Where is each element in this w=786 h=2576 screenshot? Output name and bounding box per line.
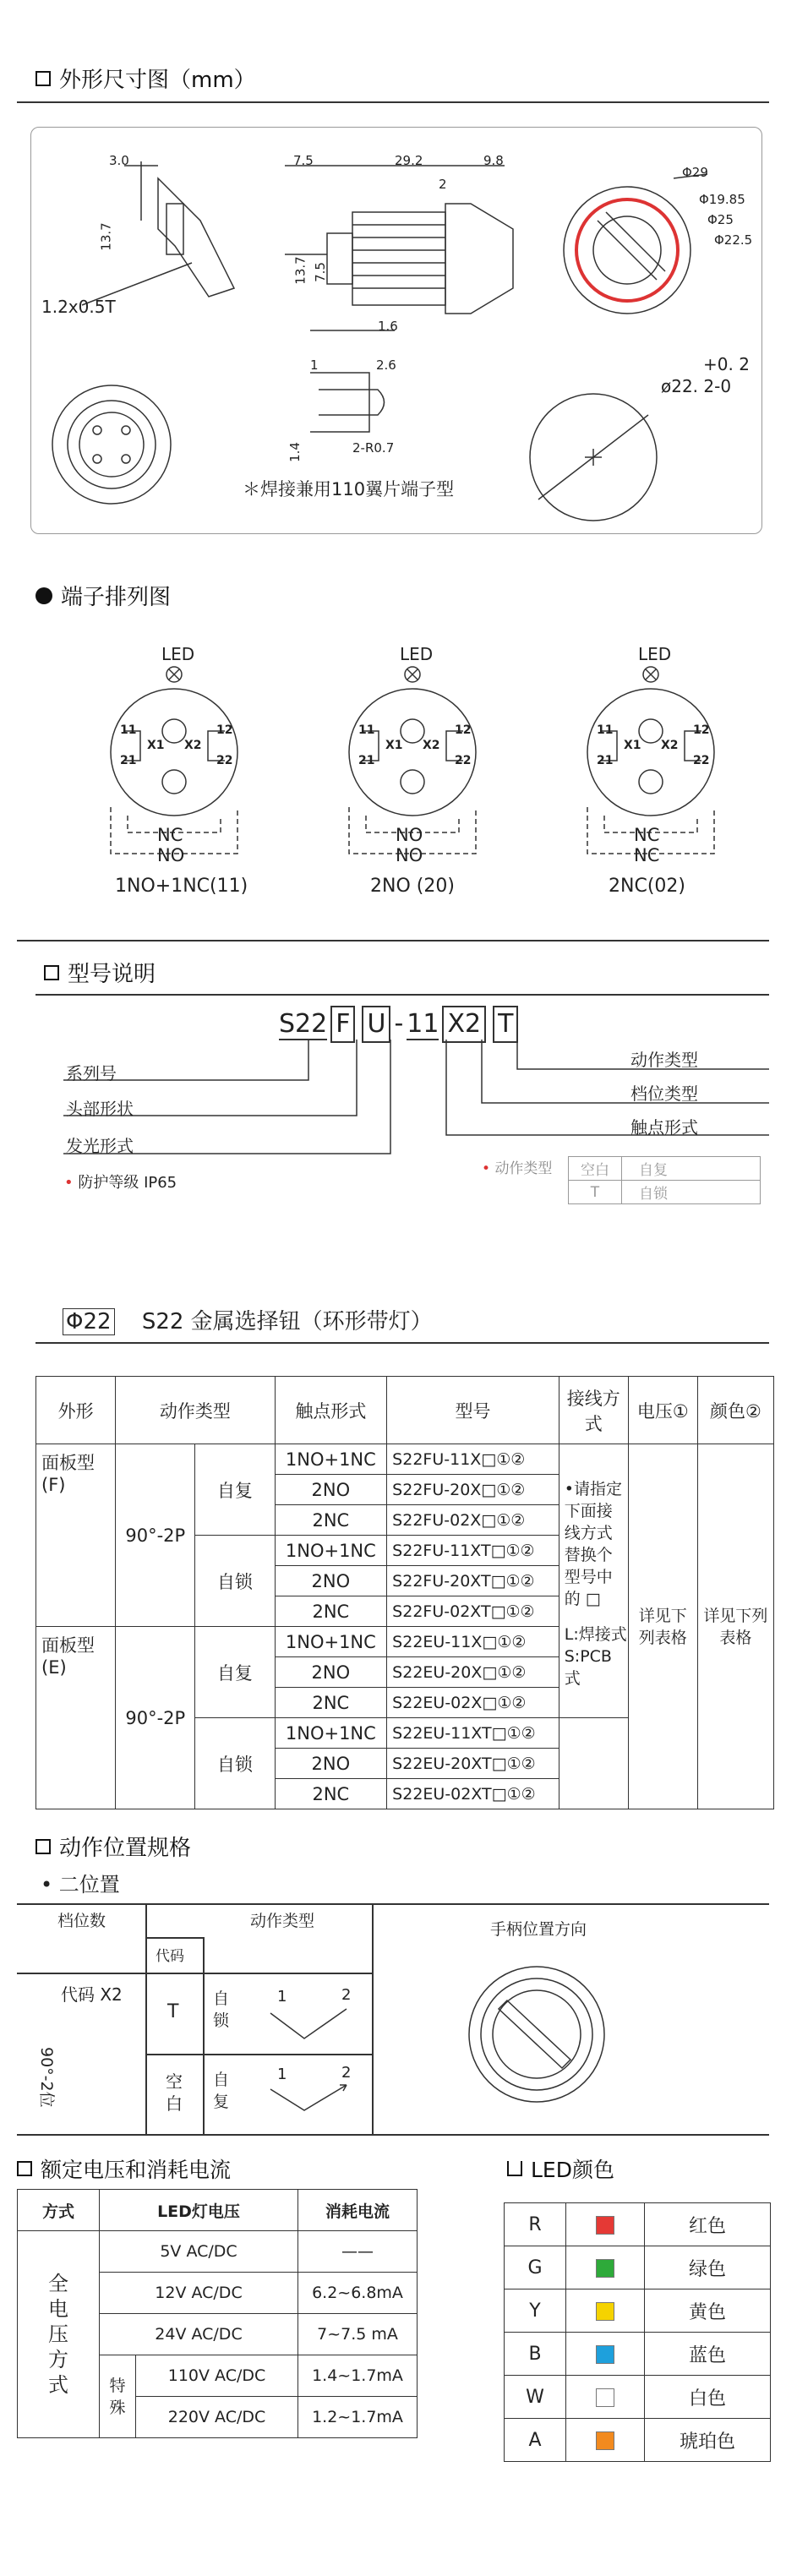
led-code: Y bbox=[505, 2289, 566, 2333]
wiring-note bbox=[559, 1444, 628, 1718]
model-light-code: U bbox=[362, 1006, 390, 1043]
led-code: B bbox=[505, 2333, 566, 2376]
led-color-row bbox=[505, 2289, 771, 2333]
dim-3-0: 3.0 bbox=[109, 153, 129, 168]
spec-model: S22EU-11XT□①② bbox=[387, 1718, 559, 1749]
square-bullet-icon bbox=[507, 2161, 522, 2176]
voltage-mode bbox=[18, 2231, 100, 2438]
square-bullet-icon bbox=[44, 965, 59, 980]
voltage-mode-text: 全电压方式 bbox=[48, 2272, 68, 2397]
led-label: LED bbox=[638, 644, 672, 664]
spec-contact: 2NO bbox=[275, 1657, 387, 1688]
led-color-name: 白色 bbox=[645, 2376, 771, 2419]
led-code: G bbox=[505, 2246, 566, 2289]
color-swatch bbox=[596, 2216, 614, 2235]
spec-model: S22FU-20X□①② bbox=[387, 1475, 559, 1505]
color-swatch bbox=[596, 2431, 614, 2450]
label-ip65 bbox=[64, 1171, 177, 1192]
label-head-shape: 头部形状 bbox=[66, 1099, 134, 1119]
voltage-title bbox=[17, 2153, 231, 2184]
square-bullet-icon bbox=[17, 2161, 32, 2176]
model-title bbox=[44, 957, 156, 988]
spec-contact: 2NC bbox=[275, 1688, 387, 1718]
voltage-see-table bbox=[628, 1444, 697, 1809]
spec-action: 自复 bbox=[195, 1627, 275, 1718]
section-label: 端子排列图 bbox=[61, 585, 172, 610]
terminal-diagram-2no bbox=[303, 634, 505, 913]
terminal-caption: 2NO (20) bbox=[370, 876, 455, 897]
spec-model: S22EU-02XT□①② bbox=[387, 1779, 559, 1809]
model-position-code: X2 bbox=[442, 1006, 486, 1043]
handle-direction-icon bbox=[465, 1962, 609, 2106]
led-code: R bbox=[505, 2203, 566, 2246]
spec-model: S22EU-11X□①② bbox=[387, 1627, 559, 1657]
pin-11: 11 bbox=[358, 723, 375, 737]
spec-action: 自复 bbox=[195, 1444, 275, 1536]
pin-12: 12 bbox=[455, 723, 472, 737]
dim-1-2x0-5t: 1.2x0.5T bbox=[41, 297, 116, 317]
model-code bbox=[279, 1006, 521, 1043]
label-action-type: 动作类型 bbox=[630, 1050, 698, 1070]
spec-model: S22EU-02X□①② bbox=[387, 1688, 559, 1718]
mini-text: 自复 bbox=[622, 1157, 761, 1181]
code-t: T bbox=[167, 2001, 179, 2022]
label-position-type: 档位类型 bbox=[630, 1083, 698, 1104]
color-swatch bbox=[596, 2345, 614, 2364]
pos-2: 2 bbox=[341, 2064, 352, 2082]
section-label: LED颜色 bbox=[531, 2158, 614, 2182]
spec-contact: 1NO+1NC bbox=[275, 1536, 387, 1566]
pin-12: 12 bbox=[693, 723, 710, 737]
see-table-text: 详见下列表格 bbox=[703, 1606, 768, 1647]
led-color-row bbox=[505, 2333, 771, 2376]
spec-contact: 2NO bbox=[275, 1566, 387, 1596]
pin-11: 11 bbox=[120, 723, 137, 737]
divider bbox=[145, 1937, 203, 1939]
pos-2: 2 bbox=[341, 1986, 352, 2004]
pin-x1: X1 bbox=[385, 739, 403, 752]
pin-11: 11 bbox=[597, 723, 614, 737]
model-dash: - bbox=[394, 1008, 404, 1039]
pin-21: 21 bbox=[358, 754, 375, 767]
current-value: 7~7.5 mA bbox=[298, 2314, 418, 2355]
dim-13-7: 13.7 bbox=[98, 222, 114, 251]
spec-contact: 1NO+1NC bbox=[275, 1718, 387, 1749]
led-color-title bbox=[507, 2153, 614, 2184]
mini-text: 自锁 bbox=[622, 1181, 761, 1204]
terminal-note: ＊焊接兼用110翼片端子型 bbox=[243, 479, 455, 499]
dim-29-2: 29.2 bbox=[395, 153, 423, 168]
spec-header: 动作类型 bbox=[116, 1377, 275, 1444]
led-swatch-cell bbox=[566, 2246, 645, 2289]
voltage-value: 5V AC/DC bbox=[100, 2231, 298, 2273]
red-bullet-icon: • bbox=[482, 1160, 495, 1177]
spec-model: S22FU-20XT□①② bbox=[387, 1566, 559, 1596]
spec-model: S22EU-20X□①② bbox=[387, 1657, 559, 1688]
divider bbox=[17, 2134, 769, 2136]
position-angle: 90°-2位 bbox=[37, 2047, 56, 2108]
spec-header: 型号 bbox=[387, 1377, 559, 1444]
led-color-name: 蓝色 bbox=[645, 2333, 771, 2376]
pin-22: 22 bbox=[216, 754, 233, 767]
spec-table bbox=[35, 1376, 774, 1809]
dimensions-title bbox=[35, 63, 256, 94]
led-swatch-cell bbox=[566, 2419, 645, 2462]
label-series: 系列号 bbox=[66, 1063, 117, 1083]
divider bbox=[17, 1903, 769, 1905]
label-contact-type: 触点形式 bbox=[630, 1117, 698, 1138]
dim-2: 2 bbox=[439, 177, 447, 192]
divider bbox=[17, 940, 769, 941]
pin-22: 22 bbox=[693, 754, 710, 767]
cutout-diameter: ø22. 2-0 bbox=[661, 376, 732, 396]
product-title bbox=[63, 1304, 433, 1335]
divider bbox=[372, 1903, 374, 2136]
section-label: 额定电压和消耗电流 bbox=[41, 2158, 232, 2182]
voltage-value: 24V AC/DC bbox=[100, 2314, 298, 2355]
spec-model: S22FU-02XT□①② bbox=[387, 1596, 559, 1627]
spec-model: S22FU-02X□①② bbox=[387, 1505, 559, 1536]
led-swatch-cell bbox=[566, 2333, 645, 2376]
square-bullet-icon bbox=[35, 71, 51, 86]
special-text: 特殊 bbox=[109, 2376, 126, 2417]
current-value: 1.4~1.7mA bbox=[298, 2355, 418, 2397]
dim-9-8: 9.8 bbox=[483, 153, 504, 168]
spec-contact: 2NC bbox=[275, 1779, 387, 1809]
section-label: 动作位置规格 bbox=[59, 1836, 192, 1861]
product-phi: Φ22 bbox=[63, 1308, 115, 1335]
special-cell bbox=[100, 2355, 136, 2438]
terminal-caption: 1NO+1NC(11) bbox=[115, 876, 248, 897]
voltage-value: 220V AC/DC bbox=[136, 2397, 298, 2438]
action-subtitle: • 二位置 bbox=[41, 1873, 120, 1897]
contact-label-nc-2: NC bbox=[634, 845, 660, 865]
dim-phi29: Φ29 bbox=[682, 165, 708, 180]
spec-shape: 面板型(E) bbox=[36, 1627, 116, 1809]
divider bbox=[203, 1937, 205, 2136]
divider bbox=[35, 994, 769, 996]
action-title bbox=[35, 1831, 191, 1862]
terminal-diagrams bbox=[30, 634, 761, 913]
pin-x1: X1 bbox=[624, 739, 641, 752]
see-table-text: 详见下列表格 bbox=[638, 1606, 687, 1647]
voltage-value: 110V AC/DC bbox=[136, 2355, 298, 2397]
dim-2-r0-7: 2-R0.7 bbox=[352, 440, 395, 456]
header-code: 代码 bbox=[156, 1948, 184, 1965]
spec-shape: 面板型(F) bbox=[36, 1444, 116, 1627]
wiring-codes-text: L:焊接式 S:PCB式 bbox=[564, 1625, 627, 1688]
dimension-drawing-panel bbox=[30, 127, 762, 534]
header-positions: 档位数 bbox=[57, 1912, 106, 1930]
led-color-name: 黄色 bbox=[645, 2289, 771, 2333]
voltage-header: LED灯电压 bbox=[100, 2190, 298, 2231]
spec-contact: 2NC bbox=[275, 1596, 387, 1627]
mini-code: T bbox=[569, 1181, 622, 1204]
divider bbox=[35, 1342, 769, 1344]
voltage-value: 12V AC/DC bbox=[100, 2273, 298, 2314]
contact-label-nc: NC bbox=[157, 825, 183, 845]
circle-bullet-icon bbox=[35, 587, 52, 604]
led-color-name: 琥珀色 bbox=[645, 2419, 771, 2462]
dim-phi22-5: Φ22.5 bbox=[714, 232, 753, 248]
led-color-name: 红色 bbox=[645, 2203, 771, 2246]
spec-model: S22EU-20XT□①② bbox=[387, 1749, 559, 1779]
pos-1: 1 bbox=[277, 1988, 287, 2006]
spec-contact: 2NO bbox=[275, 1475, 387, 1505]
label-light-type: 发光形式 bbox=[66, 1136, 134, 1156]
terminal-caption: 2NC(02) bbox=[609, 876, 685, 897]
terminal-diagram-2nc bbox=[541, 634, 744, 913]
voltage-table bbox=[17, 2189, 418, 2438]
model-head-code: F bbox=[330, 1006, 355, 1043]
wiring-empty bbox=[559, 1718, 628, 1809]
spec-header: 外形 bbox=[36, 1377, 116, 1444]
spec-action: 自锁 bbox=[195, 1718, 275, 1809]
pin-21: 21 bbox=[120, 754, 137, 767]
section-label: 外形尺寸图（mm） bbox=[59, 68, 256, 93]
spec-angle: 90°-2P bbox=[116, 1444, 195, 1627]
led-code: W bbox=[505, 2376, 566, 2419]
voltage-header: 方式 bbox=[18, 2190, 100, 2231]
product-name: S22 金属选择钮（环形带灯） bbox=[141, 1309, 433, 1334]
dim-phi25: Φ25 bbox=[707, 212, 734, 227]
pin-x1: X1 bbox=[147, 739, 165, 752]
spec-contact: 2NC bbox=[275, 1505, 387, 1536]
dim-1-6: 1.6 bbox=[378, 319, 398, 334]
contact-label-no-1: NO bbox=[396, 825, 423, 845]
model-series-code: S22 bbox=[279, 1008, 328, 1039]
pin-x2: X2 bbox=[184, 739, 202, 752]
led-color-row bbox=[505, 2246, 771, 2289]
contact-label-nc-1: NC bbox=[634, 825, 660, 845]
header-direction: 手柄位置方向 bbox=[490, 1920, 587, 1939]
spec-header: 电压① bbox=[628, 1377, 697, 1444]
spec-header: 颜色② bbox=[697, 1377, 773, 1444]
current-value: —— bbox=[298, 2231, 418, 2273]
dim-1-4: 1.4 bbox=[287, 442, 303, 462]
spec-model: S22FU-11XT□①② bbox=[387, 1536, 559, 1566]
led-label: LED bbox=[161, 644, 195, 664]
dim-1: 1 bbox=[310, 357, 319, 373]
header-action: 动作类型 bbox=[250, 1912, 315, 1930]
color-see-table bbox=[697, 1444, 773, 1809]
led-color-row bbox=[505, 2419, 771, 2462]
mini-label: 动作类型 bbox=[494, 1160, 553, 1177]
dim-7-5-b: 7.5 bbox=[312, 262, 328, 282]
red-bullet-icon: • bbox=[64, 1174, 79, 1192]
spec-contact: 1NO+1NC bbox=[275, 1444, 387, 1475]
color-swatch bbox=[596, 2388, 614, 2407]
led-swatch-cell bbox=[566, 2289, 645, 2333]
led-color-table bbox=[504, 2202, 771, 2462]
dim-phi19-85: Φ19.85 bbox=[699, 192, 745, 207]
current-value: 1.2~1.7mA bbox=[298, 2397, 418, 2438]
spec-contact: 2NO bbox=[275, 1749, 387, 1779]
model-contact-code: 11 bbox=[407, 1008, 439, 1039]
spec-angle: 90°-2P bbox=[116, 1627, 195, 1809]
type-self-lock: 自锁 bbox=[213, 1989, 230, 2030]
wiring-note-text: •请指定下面接线方式替换个型号中的 □ bbox=[564, 1480, 622, 1608]
pos-1: 1 bbox=[277, 2066, 287, 2083]
section-label: 型号说明 bbox=[68, 962, 156, 987]
led-swatch-cell bbox=[566, 2203, 645, 2246]
pin-12: 12 bbox=[216, 723, 233, 737]
led-color-name: 绿色 bbox=[645, 2246, 771, 2289]
action-table bbox=[17, 1903, 769, 2136]
voltage-header: 消耗电流 bbox=[298, 2190, 418, 2231]
spec-contact: 1NO+1NC bbox=[275, 1627, 387, 1657]
divider bbox=[17, 1973, 372, 1974]
dim-2-6: 2.6 bbox=[376, 357, 396, 373]
dim-7-5: 7.5 bbox=[293, 153, 314, 168]
mini-code: 空白 bbox=[569, 1157, 622, 1181]
spec-action: 自锁 bbox=[195, 1536, 275, 1627]
pin-x2: X2 bbox=[423, 739, 440, 752]
dim-13-7-b: 13.7 bbox=[292, 256, 308, 285]
led-swatch-cell bbox=[566, 2376, 645, 2419]
spec-model: S22FU-11X□①② bbox=[387, 1444, 559, 1475]
led-label: LED bbox=[400, 644, 434, 664]
cutout-tolerance: +0. 2 bbox=[703, 354, 750, 374]
color-swatch bbox=[596, 2259, 614, 2278]
led-color-row bbox=[505, 2203, 771, 2246]
led-color-row bbox=[505, 2376, 771, 2419]
contact-label-no-2: NO bbox=[396, 845, 423, 865]
current-value: 6.2~6.8mA bbox=[298, 2273, 418, 2314]
spec-header: 触点形式 bbox=[275, 1377, 387, 1444]
pin-x2: X2 bbox=[661, 739, 679, 752]
code-blank: 空白 bbox=[166, 2071, 183, 2114]
pin-21: 21 bbox=[597, 754, 614, 767]
spec-header: 接线方式 bbox=[559, 1377, 628, 1444]
contact-label-no: NO bbox=[157, 845, 185, 865]
divider bbox=[17, 101, 769, 103]
square-bullet-icon bbox=[35, 1839, 51, 1854]
terminal-diagram-1no1nc bbox=[64, 634, 267, 913]
color-swatch bbox=[596, 2302, 614, 2321]
type-self-reset: 自复 bbox=[213, 2071, 230, 2111]
led-code: A bbox=[505, 2419, 566, 2462]
action-type-mini bbox=[482, 1156, 552, 1177]
pin-22: 22 bbox=[455, 754, 472, 767]
terminal-title bbox=[35, 580, 171, 611]
action-type-mini-table bbox=[568, 1156, 761, 1204]
position-code: 代码 X2 bbox=[61, 1984, 123, 2005]
model-action-code: T bbox=[493, 1006, 518, 1043]
ip-text: 防护等级 IP65 bbox=[78, 1174, 177, 1192]
